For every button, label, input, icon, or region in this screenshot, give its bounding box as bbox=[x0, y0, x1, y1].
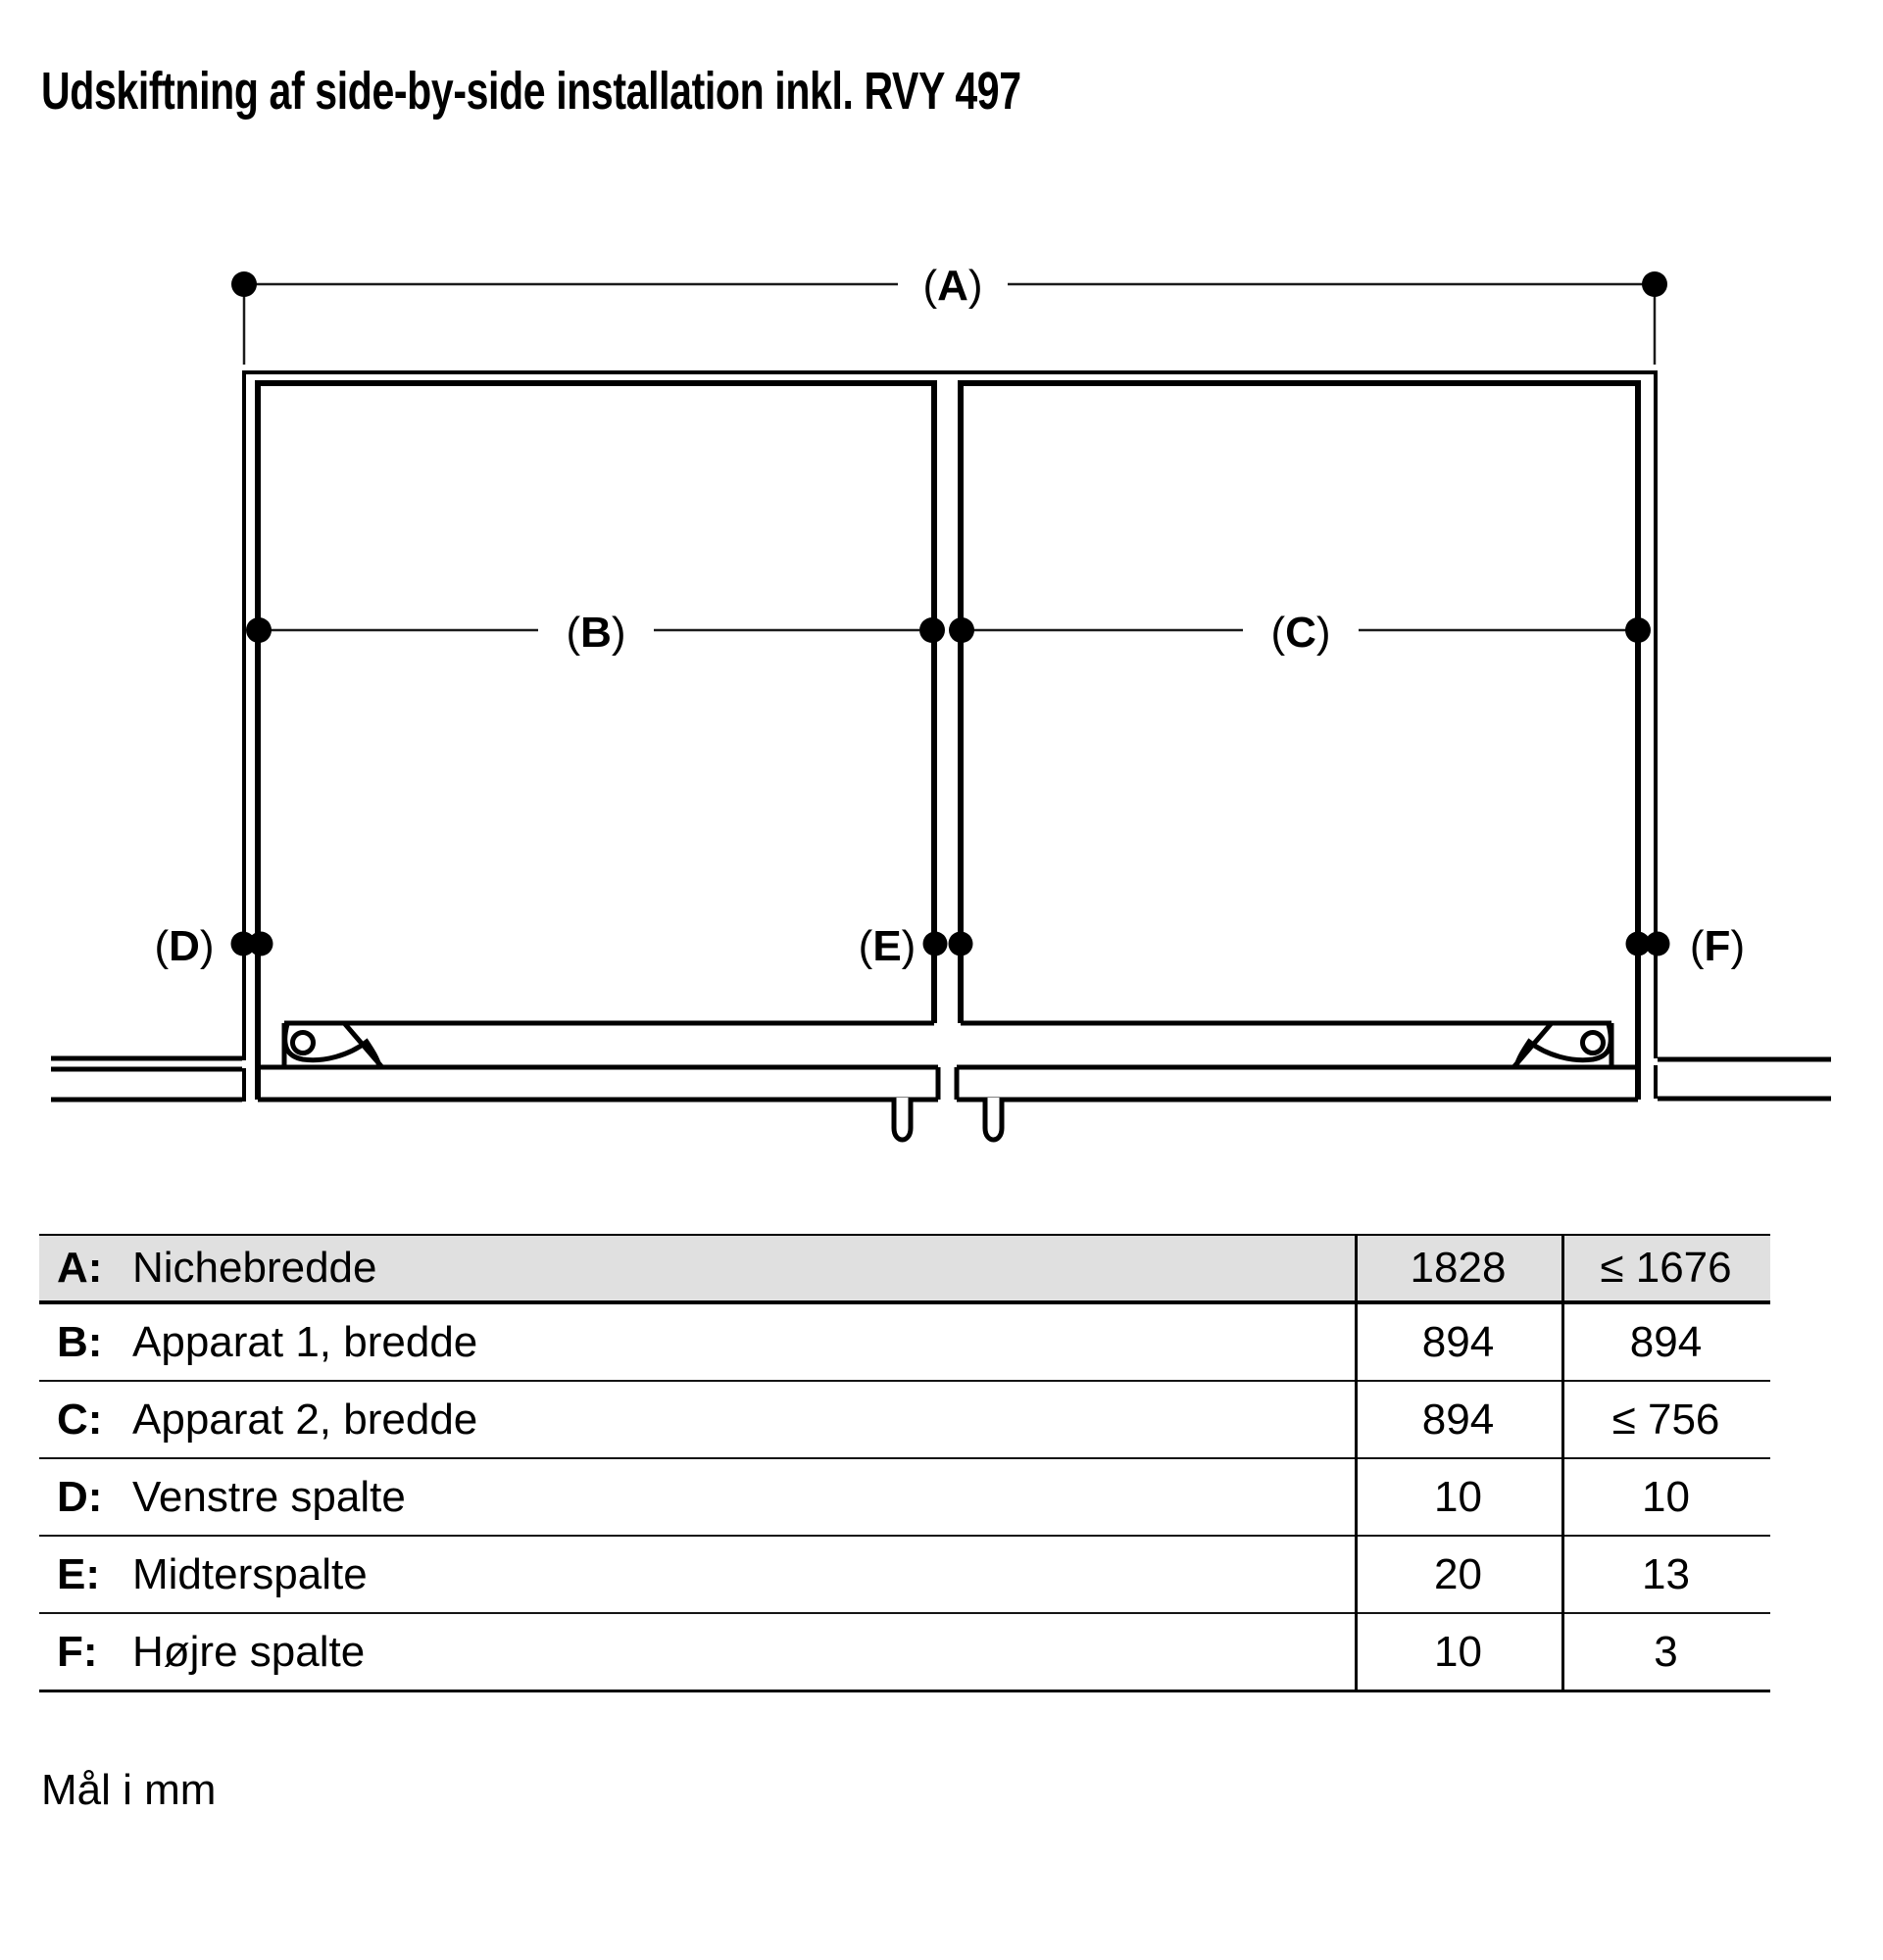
row-key: A: bbox=[57, 1244, 103, 1292]
dimension-label-c: (C) bbox=[1270, 609, 1331, 657]
row-description bbox=[39, 1382, 1355, 1457]
row-value-2: 13 bbox=[1642, 1549, 1690, 1598]
row-description bbox=[39, 1236, 1355, 1300]
leveling-foot-left bbox=[894, 1098, 911, 1140]
dim-dot bbox=[1642, 271, 1667, 297]
row-label: Apparat 2, bredde bbox=[132, 1395, 478, 1444]
row-value-1: 10 bbox=[1434, 1627, 1482, 1676]
table-row-b bbox=[39, 1304, 1770, 1382]
row-key: C: bbox=[57, 1395, 103, 1444]
dim-dot bbox=[231, 271, 257, 297]
row-description bbox=[39, 1537, 1355, 1612]
units-footnote: Mål i mm bbox=[41, 1766, 217, 1814]
leveling-foot-right bbox=[985, 1098, 1002, 1140]
row-value-2: 10 bbox=[1642, 1472, 1690, 1521]
roller-left-detail bbox=[285, 1024, 381, 1066]
appliance-2-box bbox=[961, 380, 1638, 1100]
table-row-d bbox=[39, 1459, 1770, 1537]
dimension-label-e: (E) bbox=[858, 922, 917, 970]
table-row-a bbox=[39, 1236, 1770, 1304]
dimension-label-b: (B) bbox=[566, 609, 626, 657]
row-key: E: bbox=[57, 1549, 100, 1598]
dim-dot bbox=[249, 932, 273, 956]
row-key: D: bbox=[57, 1472, 103, 1521]
roller-left-wheel bbox=[293, 1033, 314, 1054]
dimension-f-dots bbox=[1626, 932, 1670, 956]
roller-right-wheel bbox=[1583, 1033, 1604, 1054]
row-label: Apparat 1, bredde bbox=[132, 1317, 478, 1366]
table-row-c bbox=[39, 1382, 1770, 1459]
dim-dot bbox=[246, 617, 272, 643]
row-label: Midterspalte bbox=[132, 1549, 368, 1598]
dim-dot bbox=[949, 617, 974, 643]
table-row-f bbox=[39, 1614, 1770, 1692]
column-divider bbox=[1355, 1236, 1358, 1692]
roller-right-detail bbox=[1514, 1024, 1610, 1066]
leveling-feet bbox=[894, 1098, 1002, 1140]
row-value-1: 1828 bbox=[1410, 1244, 1507, 1292]
row-key: F: bbox=[57, 1627, 98, 1676]
row-label: Nichebredde bbox=[132, 1244, 377, 1292]
dimension-label-f: (F) bbox=[1689, 922, 1746, 970]
row-key: B: bbox=[57, 1317, 103, 1366]
row-value-1: 20 bbox=[1434, 1549, 1482, 1598]
row-description bbox=[39, 1304, 1355, 1380]
niche-outline bbox=[244, 370, 1656, 1102]
dimension-e-dots bbox=[923, 932, 973, 956]
table-row-e bbox=[39, 1537, 1770, 1614]
dimensions-table bbox=[39, 1234, 1770, 1692]
dim-dot bbox=[923, 932, 948, 956]
dim-dot bbox=[1625, 617, 1651, 643]
row-value-1: 894 bbox=[1421, 1317, 1495, 1366]
dimension-d-dots bbox=[231, 932, 273, 956]
row-label: Højre spalte bbox=[132, 1627, 366, 1676]
dim-dot bbox=[949, 932, 973, 956]
row-label: Venstre spalte bbox=[132, 1472, 406, 1521]
floor-lines-right bbox=[1658, 1059, 1831, 1099]
row-description bbox=[39, 1459, 1355, 1535]
row-value-1: 10 bbox=[1434, 1472, 1482, 1521]
dimension-label-a: (A) bbox=[922, 262, 983, 310]
row-value-1: 894 bbox=[1421, 1395, 1495, 1444]
row-value-2: ≤ 1676 bbox=[1600, 1244, 1732, 1292]
appliance-1-base bbox=[258, 1023, 938, 1100]
appliance-2-base bbox=[957, 1023, 1638, 1100]
page-title: Udskiftning af side-by-side installation inkl. RVY 497 bbox=[41, 62, 1021, 121]
dim-dot bbox=[919, 617, 945, 643]
row-value-2: 3 bbox=[1654, 1627, 1678, 1676]
row-description bbox=[39, 1614, 1355, 1690]
column-divider bbox=[1561, 1236, 1564, 1692]
floor-lines-left bbox=[51, 1058, 242, 1100]
row-value-2: ≤ 756 bbox=[1611, 1395, 1720, 1444]
dimension-label-d: (D) bbox=[154, 922, 215, 970]
dim-dot bbox=[1646, 932, 1670, 956]
row-value-2: 894 bbox=[1629, 1317, 1703, 1366]
appliance-1-box bbox=[258, 380, 934, 1100]
